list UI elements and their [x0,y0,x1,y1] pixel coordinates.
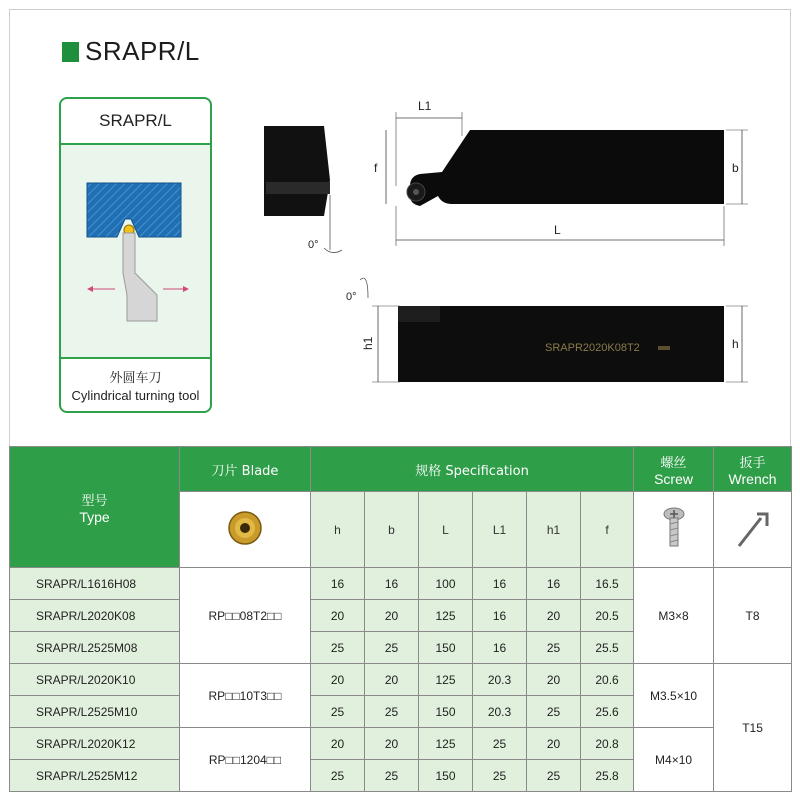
spec-col-h1: h1 [527,492,581,568]
screw-icon [659,506,689,550]
type-header [10,447,180,568]
blade-header-label: 刀片 Blade [211,463,279,479]
blade-header [180,447,311,492]
wrench-header-en: Wrench [728,470,777,487]
val-b: 20 [365,600,419,632]
card-caption [61,361,210,403]
screw-header [634,447,714,492]
dim-h-label: h [732,337,739,351]
val-L: 125 [419,664,473,696]
wrench-icon [733,506,773,550]
caption-english: Cylindrical turning tool [71,388,200,403]
caption-chinese: 外圆车刀 [109,371,162,386]
type-header-en: Type [79,508,110,525]
val-f: 20.8 [581,728,634,760]
angle-label-top: 0° [308,239,319,251]
technical-drawing [250,100,770,400]
val-L1: 25 [473,728,527,760]
top-view [374,100,748,246]
val-h1: 25 [527,760,581,792]
end-view [264,126,342,253]
val-f: 16.5 [581,568,634,600]
spec-col-L: L [419,492,473,568]
wrench-image-cell [714,492,792,568]
screw-cell: M3.5×10 [634,664,714,728]
val-h: 20 [311,600,365,632]
spec-col-f: f [581,492,634,568]
val-h1: 20 [527,600,581,632]
dim-f-label: f [374,161,378,175]
screw-image-cell [634,492,714,568]
val-L1: 16 [473,600,527,632]
blade-cell: RP□□1204□□ [180,728,311,792]
val-f: 25.8 [581,760,634,792]
table-row [10,568,792,600]
page-title: SRAPR/L [85,36,200,66]
spec-header [311,447,634,492]
wrench-cell: T15 [714,664,792,792]
row-type: SRAPR/L2020K08 [10,600,180,632]
val-b: 25 [365,632,419,664]
val-h: 25 [311,760,365,792]
blade-image-cell [180,492,311,568]
dim-b-label: b [732,161,739,175]
dim-L1-label: L1 [418,100,432,113]
val-h: 25 [311,632,365,664]
val-f: 25.6 [581,696,634,728]
table-row [10,728,792,760]
type-header-cn: 型号 [81,493,108,509]
row-type: SRAPR/L2525M10 [10,696,180,728]
turning-diagram-icon [61,145,210,359]
val-h: 16 [311,568,365,600]
val-L1: 16 [473,568,527,600]
row-type: SRAPR/L1616H08 [10,568,180,600]
green-square-icon [62,42,79,62]
val-L1: 20.3 [473,664,527,696]
val-b: 16 [365,568,419,600]
val-f: 25.5 [581,632,634,664]
val-b: 20 [365,664,419,696]
val-L: 150 [419,760,473,792]
row-type: SRAPR/L2020K10 [10,664,180,696]
table-row [10,664,792,696]
wrench-header [714,447,792,492]
val-L1: 16 [473,632,527,664]
val-h1: 25 [527,696,581,728]
page-header [62,36,200,67]
wrench-cell: T8 [714,568,792,664]
specification-table [9,446,792,792]
blade-cell: RP□□08T2□□ [180,568,311,664]
turning-illustration [61,145,210,359]
val-h1: 16 [527,568,581,600]
val-L: 150 [419,632,473,664]
screw-cell: M4×10 [634,728,714,792]
spec-col-b: b [365,492,419,568]
row-type: SRAPR/L2525M08 [10,632,180,664]
val-h: 20 [311,728,365,760]
screw-cell: M3×8 [634,568,714,664]
val-L: 150 [419,696,473,728]
row-type: SRAPR/L2020K12 [10,728,180,760]
screw-header-en: Screw [654,470,693,487]
val-h1: 20 [527,664,581,696]
val-L: 125 [419,600,473,632]
wrench-header-cn: 扳手 [739,455,766,471]
val-f: 20.5 [581,600,634,632]
shank-marking: SRAPR2020K08T2 [545,342,640,354]
screw-header-cn: 螺丝 [660,455,687,471]
val-b: 20 [365,728,419,760]
val-L1: 25 [473,760,527,792]
card-title: SRAPR/L [61,99,210,145]
blade-cell: RP□□10T3□□ [180,664,311,728]
val-b: 25 [365,696,419,728]
val-h1: 20 [527,728,581,760]
val-f: 20.6 [581,664,634,696]
val-h1: 25 [527,632,581,664]
round-insert-icon [225,508,265,548]
dim-h1-label: h1 [361,336,375,350]
dim-L-label: L [554,223,561,237]
spec-col-L1: L1 [473,492,527,568]
angle-label-side: 0° [346,291,357,303]
val-L1: 20.3 [473,696,527,728]
val-L: 100 [419,568,473,600]
spec-header-label: 规格 Specification [415,463,529,479]
application-card [59,97,212,413]
row-type: SRAPR/L2525M12 [10,760,180,792]
val-b: 25 [365,760,419,792]
side-view [346,278,748,382]
val-L: 125 [419,728,473,760]
val-h: 20 [311,664,365,696]
spec-col-h: h [311,492,365,568]
val-h: 25 [311,696,365,728]
